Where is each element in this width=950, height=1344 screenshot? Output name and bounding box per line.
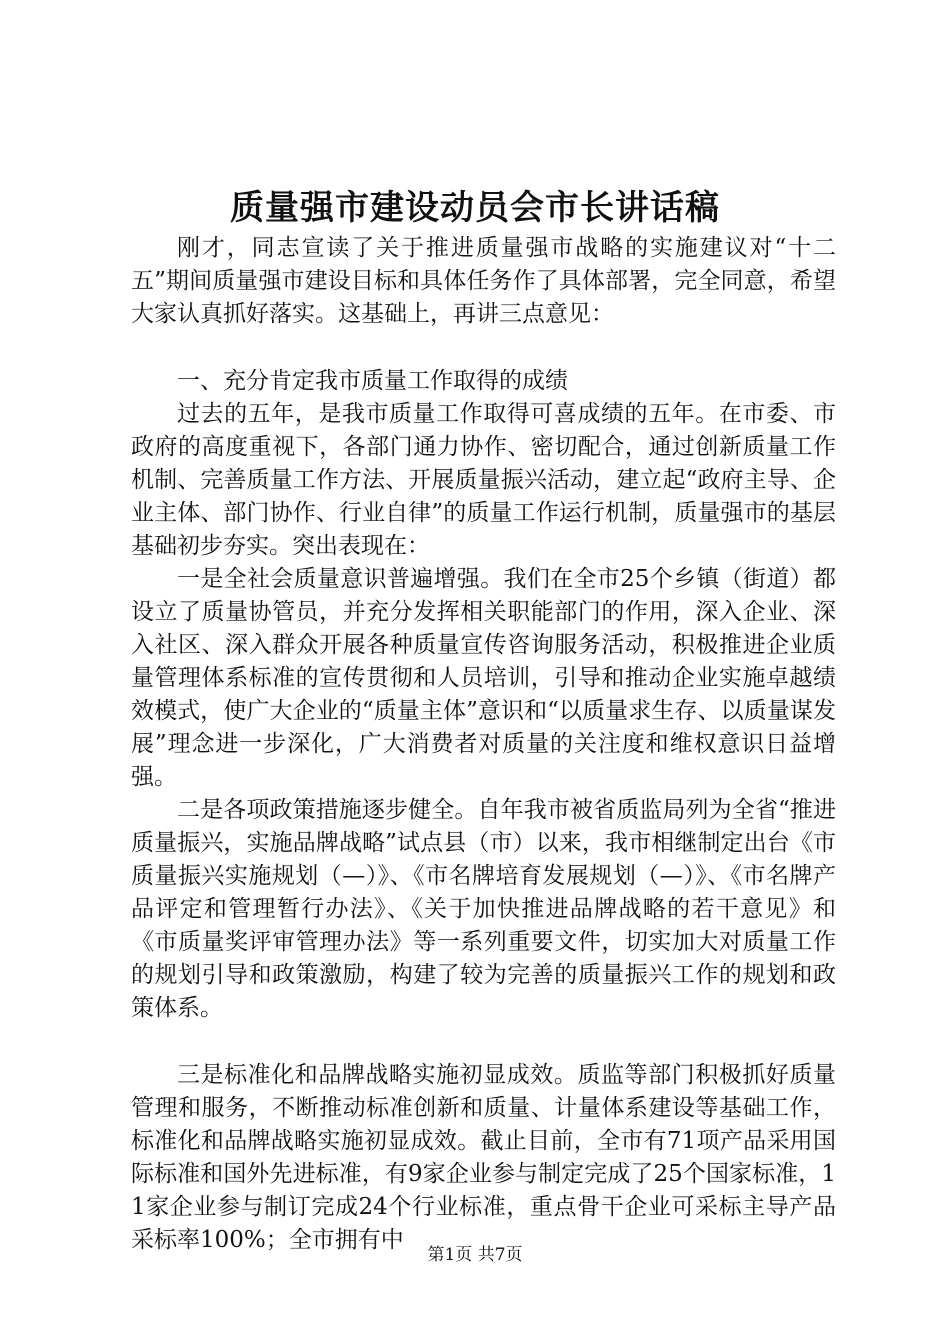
paragraph-achievements: 过去的五年，是我市质量工作取得可喜成绩的五年。在市委、市政府的高度重视下，各部门通力协作、密切配合，通过创新质量工作机制、完善质量工作方法、开展质量振兴活动，建立起“政府主导、企业主体、部门协作、行业自律”的质量工作运行机制，质量强市的基层基础初步夯实。突出表现在： xyxy=(131,401,836,559)
page-number: 第1页 共7页 xyxy=(427,1245,523,1265)
page-title: 质量强市建设动员会市长讲话稿 xyxy=(230,188,720,228)
section-heading: 一、充分肯定我市质量工作取得的成绩 xyxy=(177,368,568,394)
paragraph-spacer xyxy=(131,331,836,365)
paragraph-spacer xyxy=(131,1025,836,1059)
paragraph-standardization: 三是标准化和品牌战略实施初显成效。质监等部门积极抓好质量管理和服务，不断推动标准创新和质量、计量体系建设等基础工作，标准化和品牌战略实施初显成效。截止目前，全市有71项产品采用国际标准和国外先进标准，有9家企业参与制定完成了25个国家标准，11家企业参与制订完成24个行业标准，重点骨干企业可采标主导产品采标率100%；全市拥有中 xyxy=(131,1062,836,1253)
intro-paragraph: 刚才，同志宣读了关于推进质量强市战略的实施建议对“十二五”期间质量强市建设目标和具体任务作了具体部署，完全同意，希望大家认真抓好落实。这基础上，再讲三点意见： xyxy=(131,235,836,327)
document-body xyxy=(131,232,836,1257)
paragraph-policy-measures: 二是各项政策措施逐步健全。自年我市被省质监局列为全省“推进质量振兴，实施品牌战略”试点县（市）以来，我市相继制定出台《市质量振兴实施规划（—）》、《市名牌培育发展规划（—）》、《市名牌产品评定和管理暂行办法》、《关于加快推进品牌战略的若干意见》和《市质量奖评审管理办法》等一系列重要文件，切实加大对质量工作的规划引导和政策激励，构建了较为完善的质量振兴工作的规划和政策体系。 xyxy=(131,797,836,1021)
paragraph-quality-awareness: 一是全社会质量意识普遍增强。我们在全市25个乡镇（街道）都设立了质量协管员，并充分发挥相关职能部门的作用，深入企业、深入社区、深入群众开展各种质量宣传咨询服务活动，积极推进企业质量管理体系标准的宣传贯彻和人员培训，引导和推动企业实施卓越绩效模式，使广大企业的“质量主体”意识和“以质量求生存、以质量谋发展”理念进一步深化，广大消费者对质量的关注度和维权意识日益增强。 xyxy=(131,566,836,790)
